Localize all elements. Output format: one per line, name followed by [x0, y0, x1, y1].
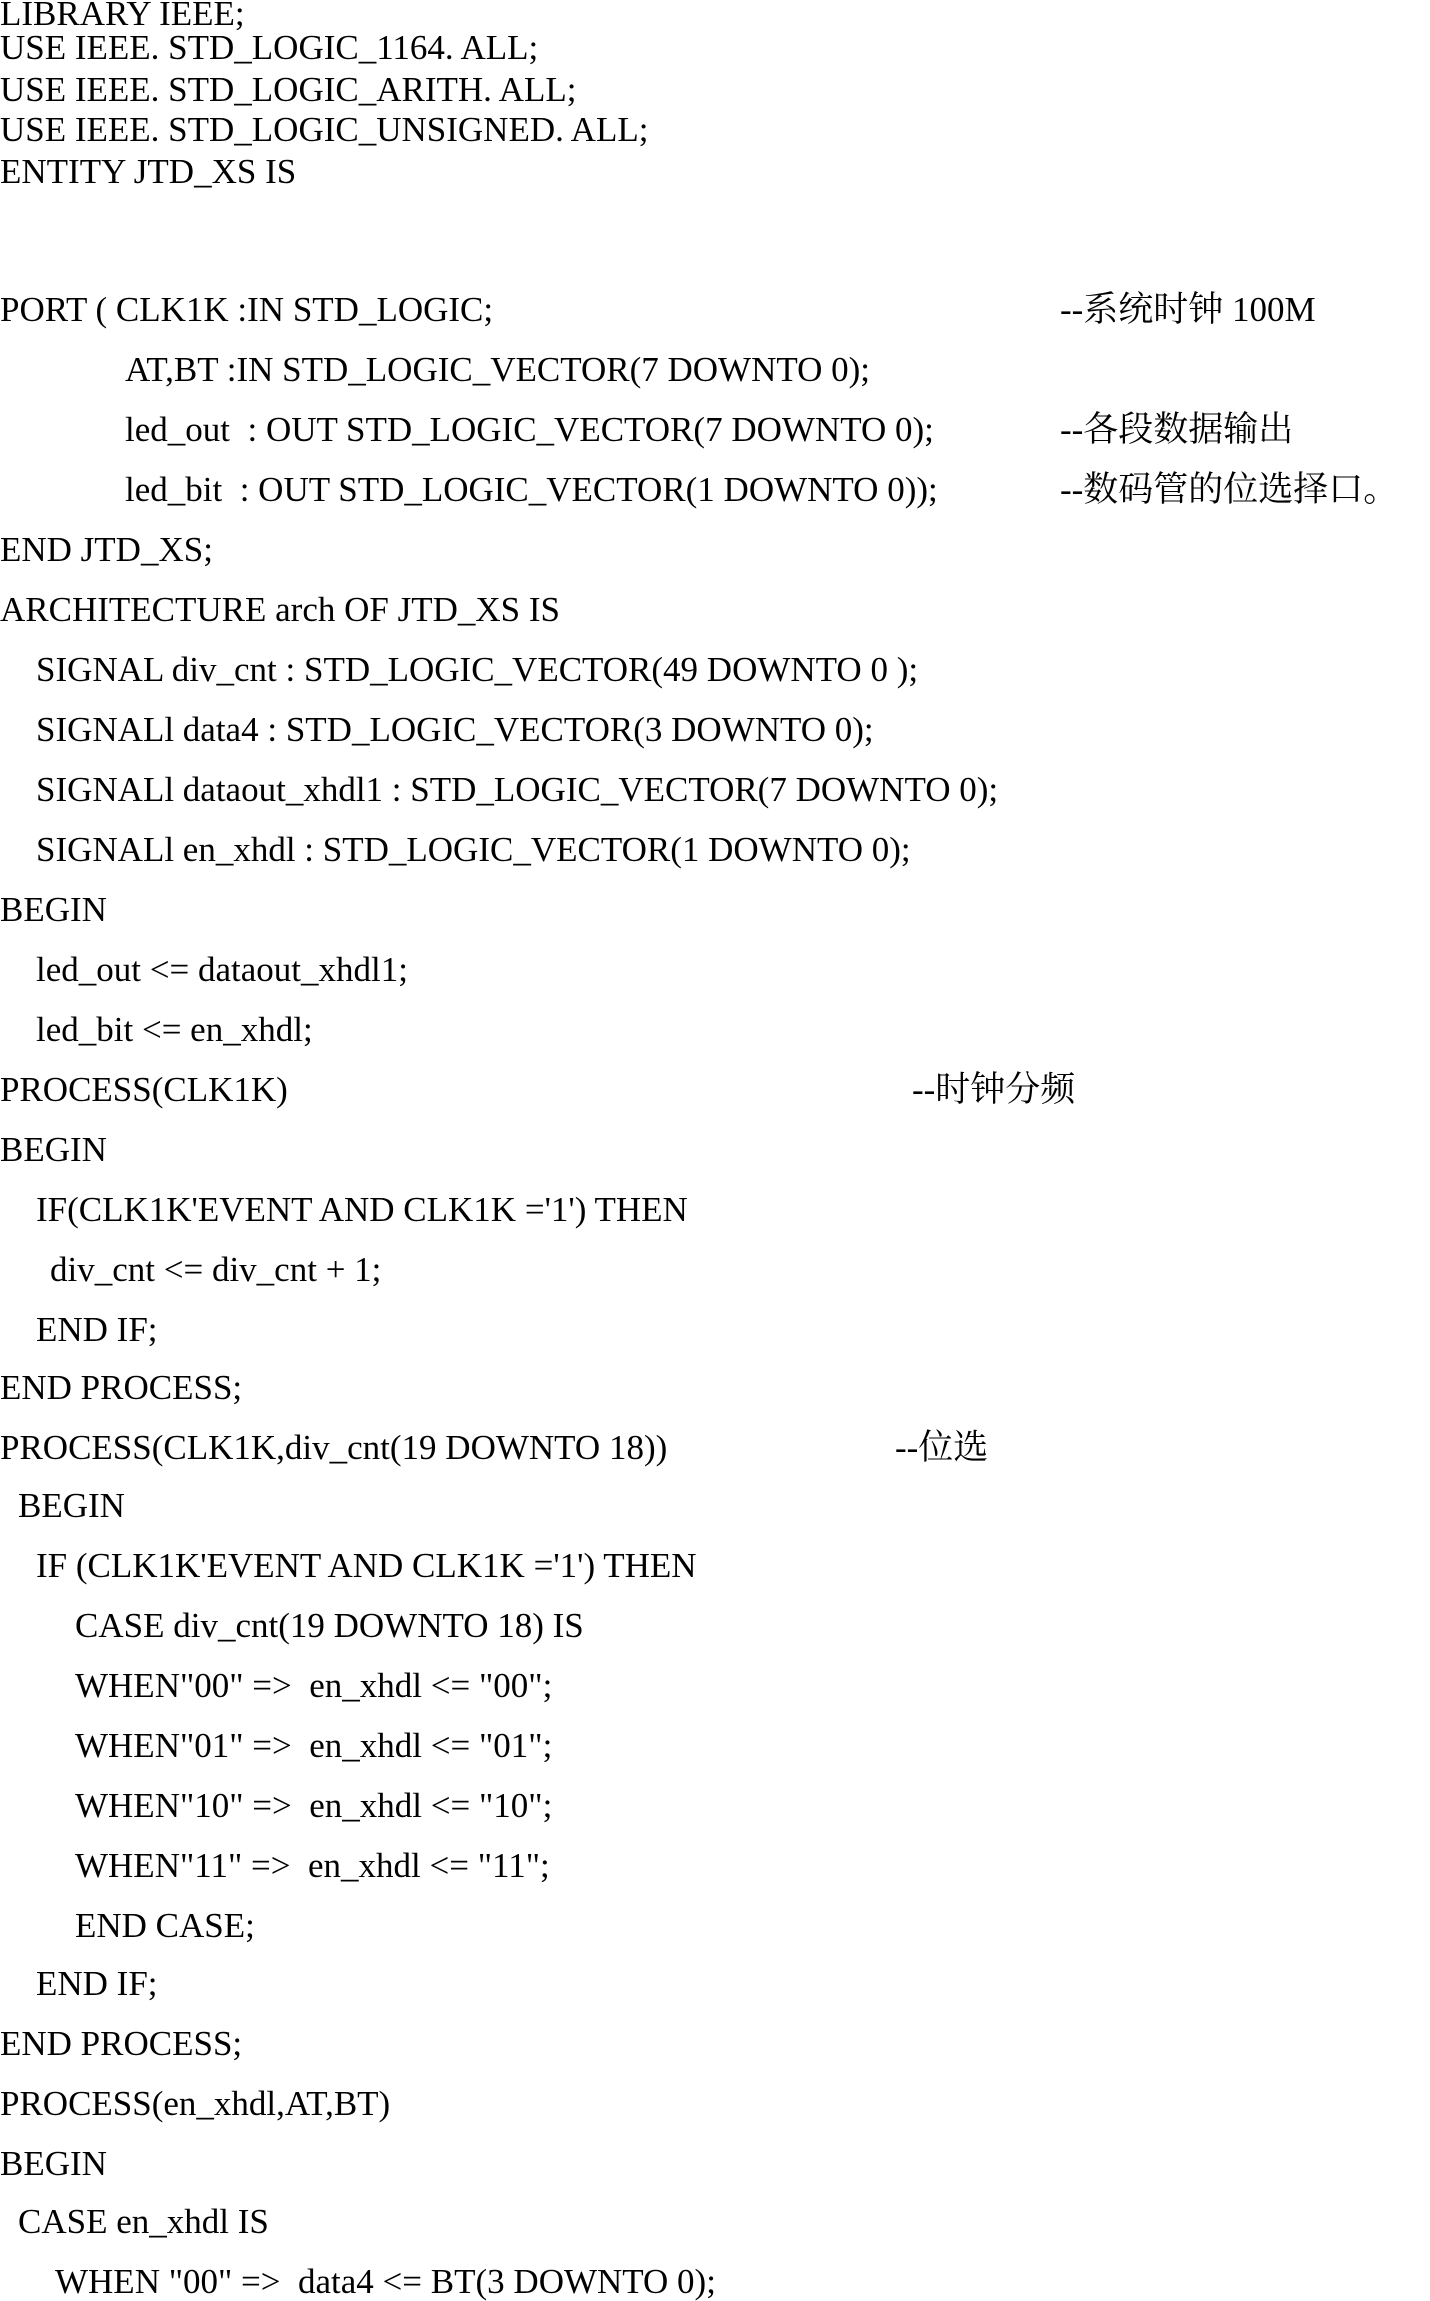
- code-text: END CASE;: [75, 1906, 255, 1945]
- code-comment: --数码管的位选择口。: [1060, 470, 1399, 509]
- code-text: PROCESS(CLK1K,div_cnt(19 DOWNTO 18)): [0, 1428, 668, 1467]
- code-text: WHEN "00" => data4 <= BT(3 DOWNTO 0);: [55, 2262, 716, 2301]
- code-comment: --位选: [895, 1428, 989, 1467]
- code-text: CASE div_cnt(19 DOWNTO 18) IS: [75, 1606, 584, 1645]
- code-text: BEGIN: [0, 890, 107, 929]
- code-text: USE IEEE. STD_LOGIC_UNSIGNED. ALL;: [0, 110, 649, 149]
- code-text: ENTITY JTD_XS IS: [0, 152, 297, 191]
- code-text: led_bit <= en_xhdl;: [36, 1010, 313, 1049]
- code-text: SIGNALl en_xhdl : STD_LOGIC_VECTOR(1 DOWNTO 0);: [36, 830, 911, 869]
- code-text: END JTD_XS;: [0, 530, 213, 569]
- code-text: led_out <= dataout_xhdl1;: [36, 950, 408, 989]
- code-text: WHEN"11" => en_xhdl <= "11";: [75, 1846, 550, 1885]
- code-text: CASE en_xhdl IS: [18, 2202, 269, 2241]
- code-text: BEGIN: [0, 2144, 107, 2183]
- code-text: END IF;: [36, 1964, 158, 2003]
- code-text: END PROCESS;: [0, 1368, 243, 1407]
- code-comment: --时钟分频: [912, 1070, 1076, 1109]
- code-text: USE IEEE. STD_LOGIC_ARITH. ALL;: [0, 70, 577, 109]
- code-text: SIGNALl dataout_xhdl1 : STD_LOGIC_VECTOR(7 DOWNTO 0);: [36, 770, 999, 809]
- code-comment: --系统时钟 100M: [1060, 290, 1316, 329]
- code-text: WHEN"00" => en_xhdl <= "00";: [75, 1666, 553, 1705]
- code-text: IF(CLK1K'EVENT AND CLK1K ='1') THEN: [36, 1190, 688, 1229]
- code-text: AT,BT :IN STD_LOGIC_VECTOR(7 DOWNTO 0);: [125, 350, 871, 389]
- code-text: BEGIN: [18, 1486, 125, 1525]
- code-text: PROCESS(en_xhdl,AT,BT): [0, 2084, 391, 2123]
- code-text: ARCHITECTURE arch OF JTD_XS IS: [0, 590, 560, 629]
- code-text: IF (CLK1K'EVENT AND CLK1K ='1') THEN: [36, 1546, 697, 1585]
- code-text: led_out : OUT STD_LOGIC_VECTOR(7 DOWNTO 0);: [125, 410, 934, 449]
- code-text: SIGNAL div_cnt : STD_LOGIC_VECTOR(49 DOWNTO 0 );: [36, 650, 919, 689]
- code-text: USE IEEE. STD_LOGIC_1164. ALL;: [0, 28, 539, 67]
- code-text: END IF;: [36, 1310, 158, 1349]
- code-text: LIBRARY IEEE;: [0, 0, 245, 33]
- code-text: WHEN"10" => en_xhdl <= "10";: [75, 1786, 553, 1825]
- code-comment: --各段数据输出: [1060, 410, 1294, 449]
- code-text: END PROCESS;: [0, 2024, 243, 2063]
- code-text: BEGIN: [0, 1130, 107, 1169]
- code-text: WHEN"01" => en_xhdl <= "01";: [75, 1726, 553, 1765]
- code-text: PROCESS(CLK1K): [0, 1070, 288, 1109]
- code-text: SIGNALl data4 : STD_LOGIC_VECTOR(3 DOWNTO 0);: [36, 710, 874, 749]
- code-text: PORT ( CLK1K :IN STD_LOGIC;: [0, 290, 494, 329]
- code-text: div_cnt <= div_cnt + 1;: [50, 1250, 382, 1289]
- code-text: led_bit : OUT STD_LOGIC_VECTOR(1 DOWNTO 0));: [125, 470, 938, 509]
